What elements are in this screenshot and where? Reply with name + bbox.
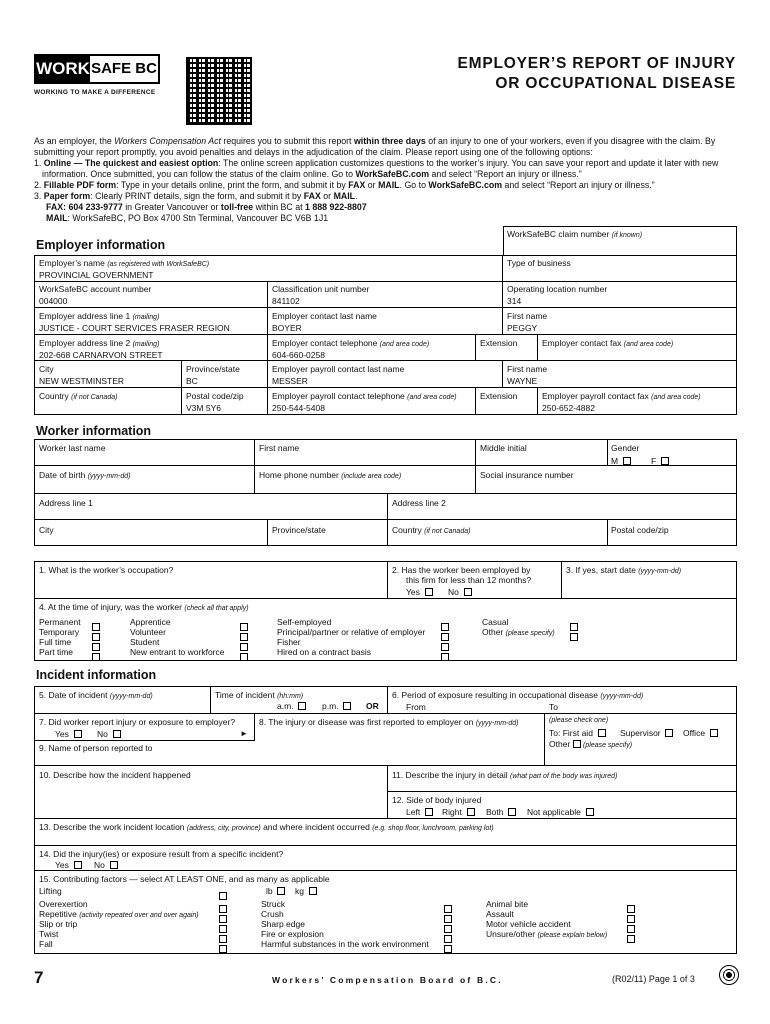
factor-lifting: Lifting: [39, 886, 62, 896]
first-aid-option[interactable]: To: First aid: [549, 728, 606, 738]
opt-volunteer: Volunteer: [130, 627, 166, 637]
q14-yes-option[interactable]: Yes: [55, 860, 82, 870]
factor-struck: Struck: [261, 899, 286, 909]
province-label: Province/state: [186, 364, 240, 374]
opt-self-employed: Self-employed: [277, 617, 332, 627]
factor-sharp: Sharp edge: [261, 919, 305, 929]
classification-unit-label: Classification unit number: [272, 284, 370, 294]
gender-f-checkbox[interactable]: [661, 457, 669, 465]
contact-extension-label: Extension: [480, 338, 518, 348]
board-name: Workers’ Compensation Board of B.C.: [272, 975, 503, 985]
type-of-business-label: Type of business: [507, 258, 571, 268]
q2-yes-checkbox[interactable]: [425, 588, 433, 596]
bc-crest-icon: [719, 965, 739, 985]
middle-initial-label: Middle initial: [480, 443, 527, 453]
gender-label: Gender: [611, 443, 640, 453]
opt-temporary: Temporary: [39, 627, 80, 637]
other-reported-checkbox[interactable]: [573, 740, 581, 748]
payroll-telephone-value[interactable]: 250-544-5408: [272, 403, 325, 413]
q2-yes-option[interactable]: Yes: [406, 587, 433, 597]
contact-last-name-label: Employer contact last name: [272, 311, 377, 321]
q7-yes-option[interactable]: Yes: [55, 729, 82, 739]
q4-label: 4. At the time of injury, was the worker (check all that apply): [39, 602, 249, 612]
opt-new-entrant: New entrant to workforce: [130, 647, 225, 657]
gender-f-option[interactable]: F: [651, 456, 669, 466]
payroll-telephone-label: Employer payroll contact telephone (and area code): [272, 391, 457, 401]
am-checkbox[interactable]: [298, 702, 306, 710]
opt-hired-contract: Hired on a contract basis: [277, 647, 372, 657]
contact-first-name-value[interactable]: PEGGY: [507, 323, 538, 333]
payroll-fax-value[interactable]: 250-652-4882: [542, 403, 595, 413]
contact-first-name-label: First name: [507, 311, 548, 321]
postal-code-value[interactable]: V3M 5Y6: [186, 403, 221, 413]
contact-telephone-value[interactable]: 604-660-0258: [272, 350, 325, 360]
supervisor-option[interactable]: Supervisor: [620, 728, 673, 738]
both-sides-checkbox[interactable]: [508, 808, 516, 816]
factor-mva: Motor vehicle accident: [486, 919, 571, 929]
employer-name-value[interactable]: PROVINCIAL GOVERNMENT: [39, 270, 154, 280]
q14-yes-checkbox[interactable]: [74, 861, 82, 869]
q7-yes-checkbox[interactable]: [74, 730, 82, 738]
arrow-right-icon: ►: [240, 729, 248, 738]
address2-label: Employer address line 2 (mailing): [39, 338, 160, 348]
lb-option[interactable]: lb: [266, 886, 285, 896]
q7-no-checkbox[interactable]: [113, 730, 121, 738]
office-option[interactable]: Office: [683, 728, 718, 738]
parttime-checkbox[interactable]: [92, 653, 100, 661]
opt-parttime: Part time: [39, 647, 74, 657]
not-applicable-option[interactable]: Not applicable: [527, 807, 594, 817]
payroll-fax-label: Employer payroll contact fax (and area code): [542, 391, 701, 401]
q7-no-option[interactable]: No: [97, 729, 121, 739]
right-side-option[interactable]: Right: [442, 807, 475, 817]
form-title-line2: OR OCCUPATIONAL DISEASE: [495, 75, 736, 92]
worker-section-title: Worker information: [36, 424, 152, 438]
worker-city-label: City: [39, 525, 54, 535]
account-number-label: WorkSafeBC account number: [39, 284, 152, 294]
q12-label: 12. Side of body injured: [392, 795, 482, 805]
opt-principal: Principal/partner or relative of employer: [277, 627, 426, 637]
tagline: WORKING TO MAKE A DIFFERENCE: [34, 89, 156, 96]
q10-label: 10. Describe how the incident happened: [39, 770, 191, 780]
both-sides-option[interactable]: Both: [486, 807, 516, 817]
payroll-extension-label: Extension: [480, 391, 518, 401]
harmful-checkbox[interactable]: [444, 945, 452, 953]
worksafebc-logo: [34, 54, 160, 84]
employer-section-title: Employer information: [36, 238, 166, 252]
not-applicable-checkbox[interactable]: [586, 808, 594, 816]
q9-label: 9. Name of person reported to: [39, 743, 153, 753]
worker-province-label: Province/state: [272, 525, 326, 535]
dob-label: Date of birth (yyyy-mm-dd): [39, 470, 131, 480]
opt-fisher: Fisher: [277, 637, 301, 647]
account-number-value[interactable]: 004000: [39, 296, 68, 306]
or-label: OR: [366, 701, 379, 711]
payroll-last-name-label: Employer payroll contact last name: [272, 364, 405, 374]
postal-code-label: Postal code/zip: [186, 391, 244, 401]
q8-label: 8. The injury or disease was first reported to employer on (yyyy-mm-dd): [259, 717, 519, 727]
city-label: City: [39, 364, 54, 374]
time-label: Time of incident (hh:mm): [215, 690, 304, 700]
opt-apprentice: Apprentice: [130, 617, 171, 627]
factor-overexertion: Overexertion: [39, 899, 88, 909]
from-label: From: [406, 702, 426, 712]
opt-fulltime: Full time: [39, 637, 72, 647]
q14-no-option[interactable]: No: [94, 860, 118, 870]
operating-location-value[interactable]: 314: [507, 296, 522, 306]
hired-contract-checkbox[interactable]: [441, 653, 449, 661]
city-value[interactable]: NEW WESTMINSTER: [39, 376, 124, 386]
q3-start-date-label: 3. If yes, start date (yyyy-mm-dd): [566, 565, 682, 575]
left-side-checkbox[interactable]: [425, 808, 433, 816]
factor-slip: Slip or trip: [39, 919, 78, 929]
q6-label: 6. Period of exposure resulting in occupational disease (yyyy-mm-dd): [392, 690, 644, 700]
opt-casual: Casual: [482, 617, 509, 627]
kg-checkbox[interactable]: [309, 887, 317, 895]
worker-postal-label: Postal code/zip: [611, 525, 669, 535]
first-aid-checkbox[interactable]: [598, 729, 606, 737]
gender-m-option[interactable]: M: [611, 456, 631, 466]
worker-country-label: Country (if not Canada): [392, 525, 471, 535]
address2-value[interactable]: 202-668 CARNARVON STREET: [39, 350, 163, 360]
intro-text: As an employer, the Workers Compensation Act requires you to submit this report within three days of an injury to one of your workers, even if you disagree with the claim. By submitting your report promptly, you avoid penalties and delays in the adjudication of the claim. Please report using one of the following options: 1. Online — The quickest and easiest option: The online screen application customizes questions to the worker’s injury. You can save your report and update it later with new information. Once submitted, you can follow the status of the claim online. Go to WorkSafeBC.com and select “Report an injury or illness.” 2. Fillable PDF form: Type in your details online, print the form, and submit it by FAX or MAIL. Go to WorkSafeBC.com and select “Report an injury or illness.” 3. Paper form: Clearly PRINT details, sign the form, and submit it by FAX or MAIL. FAX: 604 233-9777 in Greater Vancouver or toll-free within BC at 1 888 922-8807 MAIL: WorkSafeBC, PO Box 4700 Stn Terminal, Vancouver BC V6B 1J1: [34, 136, 719, 223]
q2-label-line1: 2. Has the worker been employed by: [392, 565, 531, 575]
worker-first-name-label: First name: [259, 443, 300, 453]
factor-crush: Crush: [261, 909, 284, 919]
worker-address2-label: Address line 2: [392, 498, 446, 508]
payroll-last-name-value[interactable]: MESSER: [272, 376, 308, 386]
q15-label: 15. Contributing factors — select AT LEAST ONE, and as many as applicable: [39, 874, 330, 884]
q13-label: 13. Describe the work incident location (address, city, province) and where incident occurred (e.g. shop floor, lunchroom, parking lot): [39, 822, 494, 832]
page-number: 7: [34, 968, 44, 987]
q11-label: 11. Describe the injury in detail (what part of the body was injured): [392, 770, 618, 780]
contact-fax-label: Employer contact fax (and area code): [542, 338, 674, 348]
q2-no-checkbox[interactable]: [464, 588, 472, 596]
q14-no-checkbox[interactable]: [110, 861, 118, 869]
office-checkbox[interactable]: [710, 729, 718, 737]
province-value[interactable]: BC: [186, 376, 198, 386]
payroll-first-name-label: First name: [507, 364, 548, 374]
claim-number-label: WorkSafeBC claim number (if known): [507, 229, 643, 239]
fall-checkbox[interactable]: [219, 945, 227, 953]
supervisor-checkbox[interactable]: [665, 729, 673, 737]
opt-permanent: Permanent: [39, 617, 81, 627]
lb-checkbox[interactable]: [277, 887, 285, 895]
factor-fall: Fall: [39, 939, 53, 949]
factor-assault: Assault: [486, 909, 514, 919]
revision-page: (R02/11) Page 1 of 3: [612, 974, 695, 984]
payroll-first-name-value[interactable]: WAYNE: [507, 376, 538, 386]
classification-unit-value[interactable]: 841102: [272, 296, 300, 306]
check-one-hint: (please check one): [549, 717, 609, 724]
home-phone-label: Home phone number (include area code): [259, 470, 402, 480]
factor-fire: Fire or explosion: [261, 929, 324, 939]
right-side-checkbox[interactable]: [467, 808, 475, 816]
employer-name-label: Employer’s name (as registered with WorkSafeBC): [39, 258, 210, 268]
operating-location-label: Operating location number: [507, 284, 608, 294]
opt-student: Student: [130, 637, 160, 647]
contact-telephone-label: Employer contact telephone (and area code): [272, 338, 430, 348]
other-reported-option[interactable]: Other (please specify): [549, 739, 633, 749]
logo-work: WORK: [36, 56, 90, 82]
unsure-checkbox[interactable]: [627, 935, 635, 943]
opt-other: Other (please specify): [482, 627, 555, 637]
sin-label: Social insurance number: [480, 470, 574, 480]
q7-label: 7. Did worker report injury or exposure to employer?: [39, 717, 236, 727]
factor-animal-bite: Animal bite: [486, 899, 529, 909]
factor-harmful: Harmful substances in the work environment: [261, 939, 429, 949]
worker-address1-label: Address line 1: [39, 498, 93, 508]
pm-checkbox[interactable]: [343, 702, 351, 710]
to-label: To: [549, 702, 558, 712]
worker-last-name-label: Worker last name: [39, 443, 106, 453]
contact-last-name-value[interactable]: BOYER: [272, 323, 302, 333]
q14-label: 14. Did the injury(ies) or exposure result from a specific incident?: [39, 849, 284, 859]
country-label: Country (if not Canada): [39, 391, 118, 401]
address1-value[interactable]: JUSTICE - COURT SERVICES FRASER REGION: [39, 323, 230, 333]
logo-safe: SAFE BC: [91, 60, 157, 77]
factor-repetitive: Repetitive (activity repeated over and over again): [39, 909, 199, 919]
other-checkbox[interactable]: [570, 633, 578, 641]
q5-date-label: 5. Date of incident (yyyy-mm-dd): [39, 690, 153, 700]
left-side-option[interactable]: Left: [406, 807, 433, 817]
kg-option[interactable]: kg: [295, 886, 317, 896]
form-title-line1: EMPLOYER’S REPORT OF INJURY: [457, 55, 736, 72]
new-entrant-checkbox[interactable]: [240, 653, 248, 661]
q1-occupation-label: 1. What is the worker’s occupation?: [39, 565, 174, 575]
gender-m-checkbox[interactable]: [623, 457, 631, 465]
address1-label: Employer address line 1 (mailing): [39, 311, 160, 321]
am-option[interactable]: a.m.: [277, 701, 306, 711]
q2-label-line2: this firm for less than 12 months?: [406, 575, 532, 585]
pm-option[interactable]: p.m.: [322, 701, 351, 711]
factor-unsure: Unsure/other (please explain below): [486, 929, 608, 939]
q2-no-option[interactable]: No: [448, 587, 472, 597]
qr-code-icon: [186, 57, 252, 125]
factor-twist: Twist: [39, 929, 59, 939]
incident-section-title: Incident information: [36, 668, 157, 682]
